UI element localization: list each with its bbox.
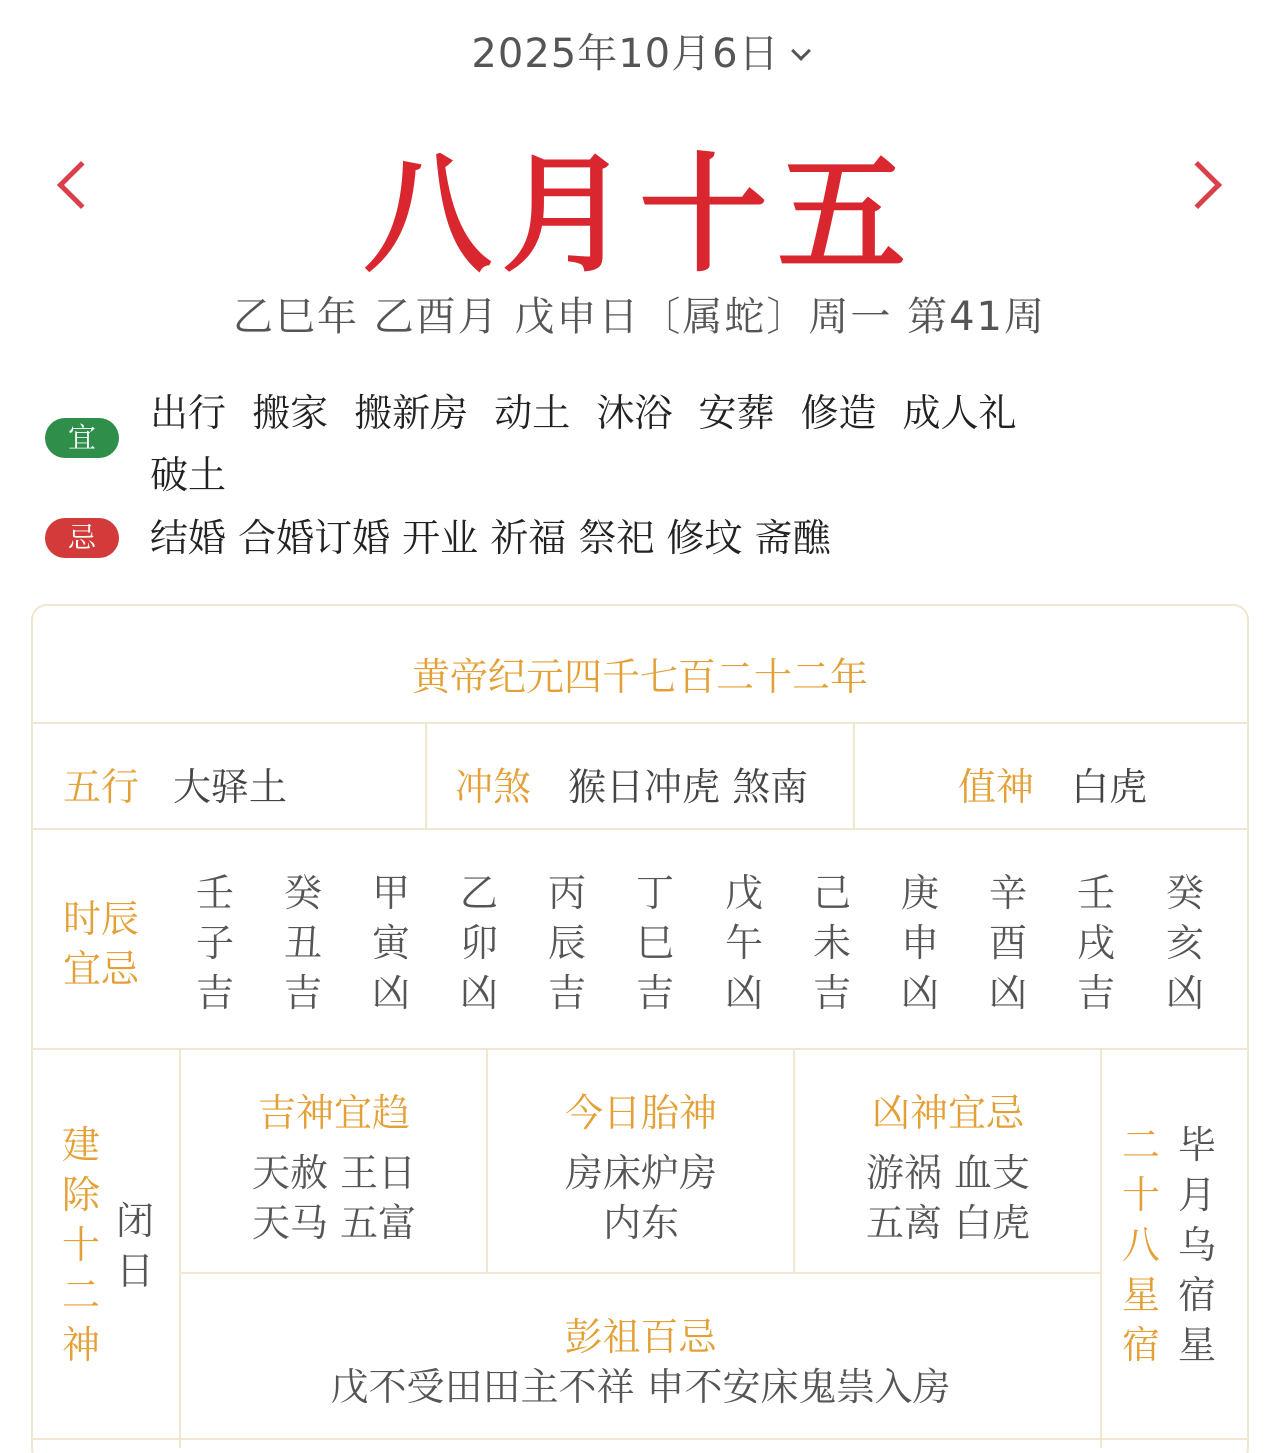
xingxiu-label-char: 星 bbox=[1121, 1273, 1160, 1317]
hour-branch: 巳 bbox=[635, 921, 674, 965]
divider bbox=[853, 722, 855, 828]
hour-luck: 凶 bbox=[371, 971, 410, 1015]
hour-luck: 凶 bbox=[900, 971, 939, 1015]
hour-branch: 酉 bbox=[988, 921, 1027, 965]
jianchu-label-char: 神 bbox=[61, 1323, 100, 1367]
jishen-title: 吉神宜趋 bbox=[257, 1091, 410, 1135]
shichen-hour bbox=[542, 868, 592, 1018]
taishen-line: 内东 bbox=[602, 1201, 679, 1245]
hour-stem: 甲 bbox=[371, 871, 410, 915]
hour-stem: 壬 bbox=[195, 871, 234, 915]
hour-stem: 戊 bbox=[724, 871, 763, 915]
jishen-body bbox=[181, 1148, 487, 1248]
solar-date-selector[interactable] bbox=[0, 22, 1279, 79]
hour-branch: 戌 bbox=[1076, 921, 1115, 965]
shichen-hour bbox=[454, 868, 504, 1018]
hour-stem: 乙 bbox=[459, 871, 498, 915]
xingxiu-label-char: 宿 bbox=[1121, 1323, 1160, 1367]
xingxiu-value-char: 乌 bbox=[1177, 1223, 1216, 1267]
hour-luck: 凶 bbox=[988, 971, 1027, 1015]
hour-luck: 吉 bbox=[283, 971, 322, 1015]
zhishen-value: 白虎 bbox=[1071, 765, 1148, 809]
jianchu-label bbox=[59, 1120, 103, 1370]
xiongshen-line: 游祸 血支 bbox=[865, 1151, 1031, 1195]
shichen-label bbox=[63, 894, 139, 994]
shichen-hour bbox=[895, 868, 945, 1018]
divider bbox=[33, 828, 1247, 830]
hour-branch: 寅 bbox=[371, 921, 410, 965]
hour-branch: 子 bbox=[195, 921, 234, 965]
hour-branch: 卯 bbox=[459, 921, 498, 965]
jianchu-label-char: 十 bbox=[61, 1223, 100, 1267]
hour-luck: 凶 bbox=[459, 971, 498, 1015]
xiongshen-line: 五离 白虎 bbox=[865, 1201, 1031, 1245]
xingxiu-value-char: 毕 bbox=[1177, 1123, 1216, 1167]
shichen-hour bbox=[1160, 868, 1210, 1018]
taishen-title: 今日胎神 bbox=[564, 1091, 717, 1135]
xingxiu-label-char: 八 bbox=[1121, 1223, 1160, 1267]
wuxing-value: 大驿土 bbox=[173, 765, 288, 809]
divider bbox=[33, 1438, 1247, 1440]
hour-luck: 凶 bbox=[724, 971, 763, 1015]
divider bbox=[33, 1048, 1247, 1050]
xiongshen-body bbox=[795, 1148, 1101, 1248]
hour-branch: 午 bbox=[724, 921, 763, 965]
pengzu-text: 戊不受田田主不祥 申不安床鬼祟入房 bbox=[330, 1365, 951, 1409]
hour-luck: 吉 bbox=[1076, 971, 1115, 1015]
taishen-body bbox=[488, 1148, 794, 1248]
hour-stem: 己 bbox=[812, 871, 851, 915]
jianchu-label-char: 除 bbox=[61, 1173, 100, 1217]
yi-items: 出行 搬家 搬新房 动土 沐浴 安葬 修造 成人礼 破土 bbox=[150, 391, 1017, 497]
hour-stem: 癸 bbox=[1165, 871, 1204, 915]
jishen-line: 天赦 王日 bbox=[251, 1151, 417, 1195]
hour-luck: 吉 bbox=[547, 971, 586, 1015]
shichen-hour bbox=[630, 868, 680, 1018]
jishen-line: 天马 五富 bbox=[251, 1201, 417, 1245]
shichen-label-line1: 时辰 bbox=[63, 897, 140, 941]
solar-date-text: 2025年10月6日 bbox=[471, 31, 780, 77]
xingxiu-value-char: 星 bbox=[1177, 1323, 1216, 1367]
hour-branch: 申 bbox=[900, 921, 939, 965]
jianchu-label-char: 建 bbox=[61, 1123, 100, 1167]
hour-stem: 丁 bbox=[635, 871, 674, 915]
jianchu-value-char: 闭 bbox=[115, 1199, 154, 1243]
divider bbox=[425, 722, 427, 828]
hour-branch: 丑 bbox=[283, 921, 322, 965]
divider bbox=[33, 722, 1247, 724]
hour-stem: 丙 bbox=[547, 871, 586, 915]
yi-badge: 宜 bbox=[45, 418, 119, 458]
ji-badge: 忌 bbox=[45, 518, 119, 558]
shichen-hour bbox=[983, 868, 1033, 1018]
hour-luck: 凶 bbox=[1165, 971, 1204, 1015]
shichen-hour bbox=[190, 868, 240, 1018]
xingxiu-label-char: 十 bbox=[1121, 1173, 1160, 1217]
shichen-hour bbox=[278, 868, 328, 1018]
wuxing-label: 五行 bbox=[63, 765, 140, 809]
shichen-label-line2: 宜忌 bbox=[63, 947, 140, 991]
ji-items: 结婚 合婚订婚 开业 祈福 祭祀 修坟 斋醮 bbox=[150, 516, 831, 560]
chevron-down-icon bbox=[791, 41, 811, 61]
zhishen-label: 值神 bbox=[958, 765, 1035, 809]
shichen-hour bbox=[1071, 868, 1121, 1018]
hour-luck: 吉 bbox=[812, 971, 851, 1015]
xingxiu-value-char: 宿 bbox=[1177, 1273, 1216, 1317]
hour-stem: 壬 bbox=[1076, 871, 1115, 915]
chongsha-label: 冲煞 bbox=[455, 765, 532, 809]
taishen-line: 房床炉房 bbox=[564, 1151, 717, 1195]
chongsha-value: 猴日冲虎 煞南 bbox=[568, 765, 809, 809]
jianchu-value-char: 日 bbox=[115, 1249, 154, 1293]
hour-branch: 辰 bbox=[547, 921, 586, 965]
jianchu-value bbox=[113, 1196, 157, 1296]
divider bbox=[179, 1272, 1100, 1274]
xingxiu-value-char: 月 bbox=[1177, 1173, 1216, 1217]
hour-branch: 未 bbox=[812, 921, 851, 965]
pengzu-title: 彭祖百忌 bbox=[564, 1315, 717, 1359]
huangdi-era: 黄帝纪元四千七百二十二年 bbox=[411, 655, 868, 699]
xingxiu-label bbox=[1119, 1120, 1163, 1370]
hour-stem: 辛 bbox=[988, 871, 1027, 915]
shichen-hour bbox=[366, 868, 416, 1018]
hour-branch: 亥 bbox=[1165, 921, 1204, 965]
jianchu-label-char: 二 bbox=[61, 1273, 100, 1317]
xiongshen-title: 凶神宜忌 bbox=[871, 1091, 1024, 1135]
hour-luck: 吉 bbox=[195, 971, 234, 1015]
almanac-card bbox=[31, 604, 1249, 1453]
ganzhi-line: 乙巳年 乙酉月 戊申日〔属蛇〕周一 第41周 bbox=[232, 294, 1047, 340]
hour-luck: 吉 bbox=[635, 971, 674, 1015]
hour-stem: 庚 bbox=[900, 871, 939, 915]
xingxiu-label-char: 二 bbox=[1121, 1123, 1160, 1167]
lunar-date: 八月十五 bbox=[363, 140, 916, 290]
xingxiu-value bbox=[1175, 1120, 1219, 1370]
hour-stem: 癸 bbox=[283, 871, 322, 915]
shichen-hour bbox=[719, 868, 769, 1018]
shichen-hour bbox=[807, 868, 857, 1018]
